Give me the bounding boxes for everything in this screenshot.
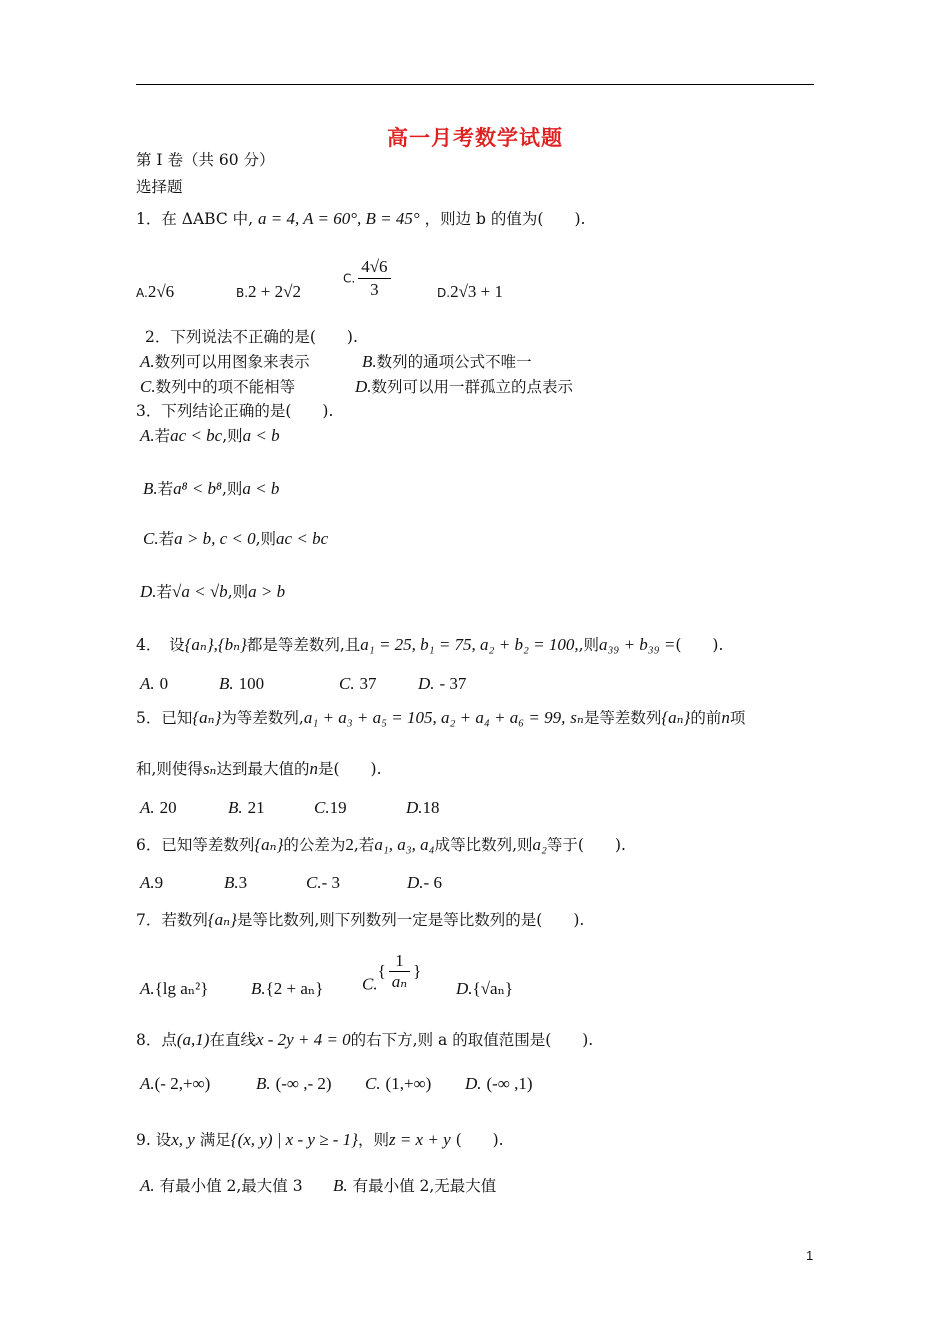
question-3: 3．下列结论正确的是( ).	[136, 402, 334, 420]
q8-option-c: C. (1,+∞)	[365, 1074, 432, 1093]
q1-option-d: D.2√3 + 1	[437, 282, 503, 301]
q7-option-b: B.{2 + aₙ}	[251, 979, 324, 998]
q8-option-b: B. (-∞ ,- 2)	[256, 1074, 332, 1093]
q1-option-a: A.2√6	[136, 282, 175, 301]
q2-option-b: B.数列的通项公式不唯一	[362, 352, 532, 371]
q7-option-a: A.{lg aₙ²}	[140, 979, 209, 998]
q6-option-d: D.- 6	[407, 873, 442, 892]
q7-option-c: C.{ $\frac{1}{\text{aₙ}}$ }	[362, 951, 422, 994]
question-1	[136, 209, 585, 229]
section-heading: 第 I 卷（共 60 分）	[136, 151, 275, 169]
question-7: 7．若数列{aₙ}是等比数列,则下列数列一定是等比数列的是( ).	[136, 910, 585, 929]
question-5-continued: 和,则使得sₙ达到最大值的n是( ).	[136, 759, 382, 778]
q2-option-a: A.数列可以用图象来表示	[140, 352, 310, 371]
section-subheading: 选择题	[136, 178, 183, 196]
exam-title: 高一月考数学试题	[387, 126, 563, 150]
q6-option-c: C.- 3	[306, 873, 341, 892]
q1-option-c: C. $\frac{4√6}{3}$	[343, 256, 394, 301]
q1-text: 1．在 ΔABC 中,	[136, 210, 254, 228]
q8-option-a: A.(- 2,+∞)	[140, 1074, 211, 1093]
q5-option-d: D.18	[406, 798, 440, 817]
q9-option-a: A. 有最小值 2,最大值 3	[140, 1176, 303, 1195]
q8-option-d: D. (-∞ ,1)	[465, 1074, 533, 1093]
q3-option-c: C.若a > b, c < 0,则ac < bc	[143, 529, 329, 548]
question-5: 5．已知{aₙ}为等差数列,a₁ + a₃ + a₅ = 105, a₂ + a₄ + a₆ = 99, sₙ是等差数列{aₙ}的前n项	[136, 708, 746, 727]
q4-option-c: C. 37	[339, 674, 377, 693]
q6-option-b: B.3	[224, 873, 248, 892]
q2-option-d: D.数列可以用一群孤立的点表示	[355, 377, 574, 396]
q6-option-a: A.9	[140, 873, 164, 892]
question-8: 8．点(a,1)在直线x - 2y + 4 = 0的右下方,则 a 的取值范围是( ).	[136, 1030, 594, 1049]
q7-option-d: D.{√aₙ}	[456, 979, 514, 998]
q4-option-a: A. 0	[140, 674, 169, 693]
q5-option-a: A. 20	[140, 798, 177, 817]
q1-option-b: B.2 + 2√2	[236, 282, 301, 301]
q5-option-b: B. 21	[228, 798, 265, 817]
question-2: 2．下列说法不正确的是( ).	[145, 328, 358, 346]
q4-option-d: D. - 37	[418, 674, 467, 693]
q1-condition: a = 4, A = 60°, B = 45°	[258, 209, 420, 228]
q3-option-a: A.若ac < bc,则a < b	[140, 426, 280, 445]
q5-option-c: C.19	[314, 798, 347, 817]
q1-ask: ，则边 b 的值为( ).	[424, 210, 586, 228]
q4-option-b: B. 100	[219, 674, 265, 693]
q9-option-b: B. 有最小值 2,无最大值	[333, 1176, 497, 1195]
q2-option-c: C.数列中的项不能相等	[140, 377, 296, 396]
page-number: 1	[806, 1248, 814, 1263]
question-9: 9. 设x, y 满足{(x, y) | x - y ≥ - 1}，则z = x + y ( ).	[136, 1130, 504, 1149]
q3-option-b: B.若a⁸ < b⁸,则a < b	[143, 479, 280, 498]
question-4: 4． 设{aₙ},{bₙ}都是等差数列,且a₁ = 25, b₁ = 75, a₂ + b₂ = 100,,则a₃₉ + b₃₉ =( ).	[136, 635, 724, 654]
question-6: 6．已知等差数列{aₙ}的公差为2,若a₁, a₃, a₄成等比数列,则a₂等于( ).	[136, 835, 626, 854]
q3-option-d: D.若√a < √b,则a > b	[140, 582, 286, 601]
header-rule	[136, 84, 814, 85]
